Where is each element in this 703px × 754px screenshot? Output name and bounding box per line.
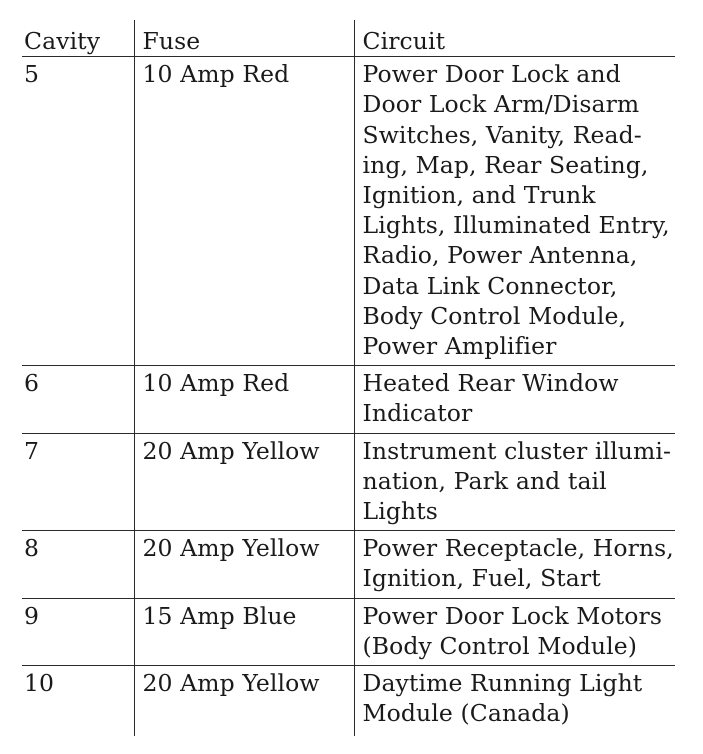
circuit-text: Power Door Lock Motors (Body Control Module) [362, 601, 662, 660]
table-row [22, 531, 675, 598]
table-row [22, 366, 675, 433]
cell-circuit [354, 366, 675, 433]
table-row [22, 57, 675, 366]
cell-cavity: 9 [24, 601, 40, 630]
circuit-text: Daytime Running Light Module (Canada) [362, 669, 643, 728]
table-body [22, 57, 675, 737]
cell-fuse: 10 Amp Red [134, 366, 354, 433]
circuit-text: Power Door Lock and Door Lock Arm/Disarm Switches, Vanity, Read- ing, Map, Rear Seating, Ignition, and Trunk Lights, Illuminated Entry, Radio, Power Antenna, Data Link Connector, Body Control Module, Power Amplifier [362, 60, 670, 361]
header-fuse: Fuse [134, 20, 354, 57]
circuit-text: Power Receptacle, Horns, Ignition, Fuel, Start [362, 534, 674, 593]
cell-fuse: 20 Amp Yellow [134, 666, 354, 737]
cell-circuit [354, 57, 675, 366]
cell-circuit [354, 531, 675, 598]
cell-cavity: 5 [24, 60, 40, 89]
cell-cavity: 7 [24, 436, 40, 465]
header-circuit: Circuit [354, 20, 675, 57]
table-row [22, 433, 675, 531]
cell-circuit [354, 666, 675, 737]
cell-circuit [354, 598, 675, 665]
fuse-table [22, 20, 675, 736]
cell-cavity: 10 [24, 669, 55, 698]
table-row [22, 666, 675, 737]
header-cavity: Cavity [24, 27, 101, 55]
table-header [22, 20, 675, 57]
cell-fuse: 10 Amp Red [134, 57, 354, 366]
cell-circuit [354, 433, 675, 531]
table-row [22, 598, 675, 665]
cell-fuse: 15 Amp Blue [134, 598, 354, 665]
circuit-text: Instrument cluster illumi- nation, Park and tail Lights [362, 436, 671, 526]
cell-cavity: 8 [24, 534, 40, 563]
cell-fuse: 20 Amp Yellow [134, 433, 354, 531]
cell-cavity: 6 [24, 369, 40, 398]
circuit-text: Heated Rear Window Indicator [362, 369, 619, 428]
cell-fuse: 20 Amp Yellow [134, 531, 354, 598]
header-row [22, 20, 675, 57]
